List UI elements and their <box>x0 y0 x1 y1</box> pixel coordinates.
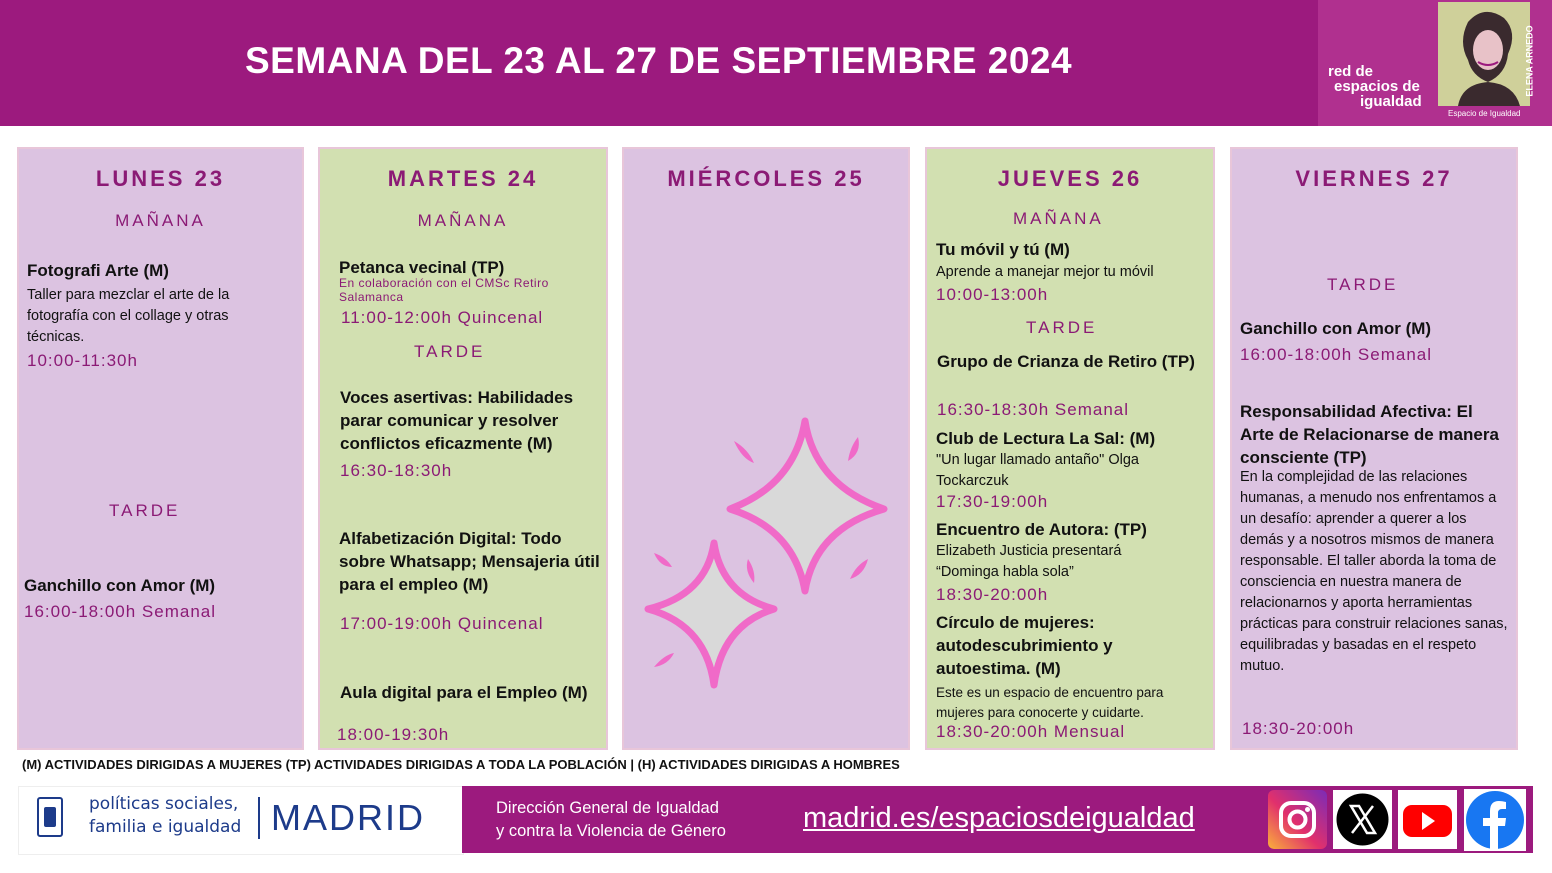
activity-title: Club de Lectura La Sal: (M) <box>936 429 1156 448</box>
logo-subtitle: Espacio de Igualdad <box>1448 109 1521 118</box>
section-afternoon: TARDE <box>1026 318 1098 337</box>
red-espacios-igualdad-logo <box>1318 0 1552 126</box>
activity-time: 17:00-19:00h Quincenal <box>340 614 544 633</box>
activity-title: Responsabilidad Afectiva: El Arte de Relacionarse de manera consciente (TP) <box>1240 402 1499 467</box>
activity-description: Elizabeth Justicia presentará “Dominga habla sola” <box>936 543 1122 580</box>
day-title: JUEVES 26 <box>997 166 1143 191</box>
activity-time: 10:00-13:00h <box>936 285 1049 304</box>
activity-title: Encuentro de Autora: (TP) <box>936 520 1147 539</box>
activity-time: 16:30-18:30h Semanal <box>937 400 1130 419</box>
activity-description: En la complejidad de las relaciones humanas, a menudo nos enfrentamos a un desafío: aprender a querer a los demás y a nosotros mismos de manera responsable. El taller aborda la toma de consciencia en nuestra manera de relacionarnos y aporta herramientas prácticas para construir relaciones sanas, equilibradas y basadas en el respeto mutuo. <box>1240 469 1508 674</box>
madrid-crest-icon <box>37 797 63 837</box>
activity-title: Ganchillo con Amor (M) <box>24 576 216 595</box>
activity-time: 18:30-20:00h <box>936 585 1049 604</box>
activity-time: 16:00-18:00h Semanal <box>24 602 217 621</box>
youtube-icon[interactable] <box>1398 790 1457 849</box>
section-morning: MAÑANA <box>115 211 206 230</box>
activity-time: 18:00-19:30h <box>337 725 450 744</box>
activity-time: 11:00-12:00h Quincenal <box>341 308 544 327</box>
direccion-general-text: Dirección General de Igualdad y contra la Violencia de Género <box>496 799 726 840</box>
activity-title: Alfabetización Digital: Todo sobre Whatsapp; Mensajeria útil para el empleo (M) <box>339 529 600 594</box>
activity-title: Círculo de mujeres: autodescubrimiento y autoestima. (M) <box>936 613 1113 678</box>
activity-title: Tu móvil y tú (M) <box>936 240 1070 259</box>
x-icon[interactable] <box>1333 790 1392 849</box>
activity-time: 16:00-18:00h Semanal <box>1240 345 1433 364</box>
section-afternoon: TARDE <box>414 342 486 361</box>
header-banner <box>0 0 1552 126</box>
section-afternoon: TARDE <box>1327 275 1399 294</box>
column-thursday <box>925 147 1215 750</box>
legend-text: (M) ACTIVIDADES DIRIGIDAS A MUJERES (TP) ACTIVIDADES DIRIGIDAS A TODA LA POBLACIÓN | (H) ACTIVIDADES DIRIGIDAS A HOMBRES <box>22 757 900 772</box>
section-afternoon: TARDE <box>109 501 181 520</box>
activity-description: Este es un espacio de encuentro para mujeres para conocerte y cuidarte. <box>936 685 1164 720</box>
column-friday <box>1230 147 1518 750</box>
activity-description: "Un lugar llamado antaño" Olga Tockarczuk <box>936 452 1139 489</box>
column-monday <box>17 147 304 750</box>
website-link[interactable]: madrid.es/espaciosdeigualdad <box>803 802 1195 834</box>
section-morning: MAÑANA <box>417 211 509 230</box>
activity-description: Aprende a manejar mejor tu móvil <box>936 264 1154 280</box>
activity-description: Taller para mezclar el arte de la fotografía con el collage y otras técnicas. <box>27 287 230 345</box>
column-wednesday <box>622 147 910 750</box>
activity-title: Voces asertivas: Habilidades parar comunicar y resolver conflictos eficazmente (M) <box>340 388 574 453</box>
instagram-icon[interactable] <box>1268 790 1327 849</box>
day-title: MARTES 24 <box>387 166 539 191</box>
activity-time: 16:30-18:30h <box>340 461 453 480</box>
section-morning: MAÑANA <box>1013 209 1104 228</box>
facebook-icon[interactable] <box>1464 789 1526 851</box>
activity-title: Ganchillo con Amor (M) <box>1240 319 1432 338</box>
sparkles-decoration <box>624 399 908 699</box>
activity-title: Fotografi Arte (M) <box>27 261 169 280</box>
activity-time: 18:30-20:00h <box>1242 719 1355 738</box>
activity-time: 10:00-11:30h <box>27 351 138 370</box>
day-title: LUNES 23 <box>95 166 226 191</box>
activity-time: 17:30-19:00h <box>936 492 1049 511</box>
department-name: políticas sociales, familia e igualdad <box>89 794 242 837</box>
footer-band <box>462 786 1533 853</box>
logo-vertical-label: ELENA ARNEDO <box>1524 25 1535 97</box>
logo-divider <box>258 797 260 839</box>
column-tuesday <box>318 147 608 750</box>
page-title: SEMANA DEL 23 AL 27 DE SEPTIEMBRE 2024 <box>245 40 1073 81</box>
portrait-image <box>1438 2 1530 106</box>
day-title: MIÉRCOLES 25 <box>667 166 865 191</box>
madrid-wordmark: MADRID <box>271 797 425 838</box>
activity-time: 18:30-20:00h Mensual <box>936 722 1126 741</box>
activity-title: Grupo de Crianza de Retiro (TP) <box>937 352 1195 371</box>
day-title: VIERNES 27 <box>1295 166 1453 191</box>
logo-text: red de espacios de igualdad <box>1328 63 1422 110</box>
madrid-logo-block <box>18 786 464 855</box>
activity-title: Petanca vecinal (TP) <box>339 258 505 277</box>
activity-collaboration: En colaboración con el CMSc Retiro Salamanca <box>339 276 549 304</box>
activity-title: Aula digital para el Empleo (M) <box>340 683 588 702</box>
